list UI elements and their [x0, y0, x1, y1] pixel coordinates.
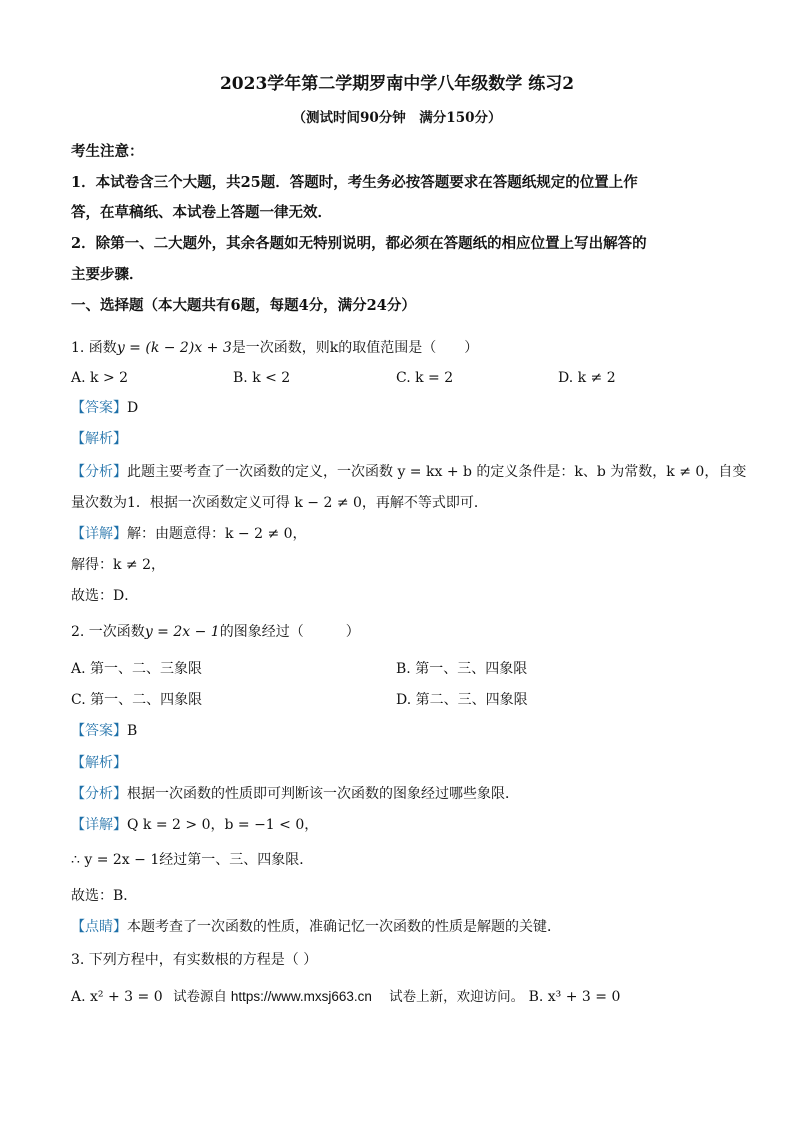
q1-option-b: B. k < 2: [233, 370, 291, 386]
q2-fenxi-tag: 【分析】: [71, 786, 127, 802]
q1-fenxi-tag: 【分析】: [71, 464, 127, 480]
q1-answer-value: D: [127, 400, 139, 416]
q2-stem-prefix: 2. 一次函数: [71, 624, 145, 640]
q3-stem: 3. 下列方程中，有实数根的方程是（ ）: [71, 952, 318, 968]
q2-xiangjie-tag: 【详解】: [71, 817, 127, 833]
q1-analysis-tag: 【解析】: [71, 431, 127, 447]
notice-item1-line1: 1．本试卷含三个大题，共25题．答题时，考生务必按答题要求在答题纸规定的位置上作: [71, 174, 638, 191]
q2-option-b: B. 第一、三、四象限: [396, 661, 528, 677]
q2-stem: [71, 622, 360, 642]
q1-stem-suffix: 是一次函数，则k的取值范围是（ ）: [231, 340, 479, 356]
q1-xiangjie: [71, 524, 307, 544]
q1-option-d: D. k ≠ 2: [558, 370, 616, 386]
q1-fenxi-line2: 量次数为1．根据一次函数定义可得 k − 2 ≠ 0，再解不等式即可．: [71, 495, 488, 511]
q3-options-row: [71, 987, 620, 1007]
notice-item2-line1: 2．除第一、二大题外，其余各题如无特别说明，都必须在答题纸的相应位置上写出解答的: [71, 235, 647, 252]
q1-option-a: A. k > 2: [71, 370, 129, 386]
q2-answer: [71, 721, 137, 741]
q1-solve: 解得：k ≠ 2，: [71, 557, 166, 573]
q2-option-d: D. 第二、三、四象限: [396, 692, 528, 708]
q2-xiangjie: [71, 815, 318, 835]
q2-answer-value: B: [127, 723, 138, 739]
section1-heading: 一、选择题（本大题共有6题，每题4分，满分24分）: [71, 297, 416, 314]
q2-conclude: ∴ y = 2x − 1经过第一、三、四象限．: [71, 852, 314, 868]
q2-choose: 故选：B．: [71, 888, 138, 904]
q3-option-b: B. x³ + 3 = 0: [528, 989, 621, 1005]
q1-stem-prefix: 1. 函数: [71, 340, 117, 356]
q1-answer: [71, 398, 138, 418]
q1-answer-tag: 【答案】: [71, 400, 127, 416]
q2-xiangjie-text: Q k = 2 > 0，b = −1 < 0，: [127, 817, 319, 833]
page-title: 2023学年第二学期罗南中学八年级数学 练习2: [219, 74, 575, 94]
q1-option-c: C. k = 2: [396, 370, 454, 386]
q2-fenxi-text: 根据一次函数的性质即可判断该一次函数的图象经过哪些象限．: [127, 786, 519, 802]
q1-fenxi-text1: 此题主要考查了一次函数的定义，一次函数 y = kx + b 的定义条件是：k、b 为常数，k ≠ 0，自变: [127, 464, 747, 480]
q2-analysis-tag: 【解析】: [71, 755, 127, 771]
q2-answer-tag: 【答案】: [71, 723, 127, 739]
q2-stem-suffix: 的图象经过（ ）: [219, 624, 360, 640]
q1-fenxi-line1: [71, 462, 746, 482]
q2-dianjing: [71, 917, 561, 937]
notice-item2-line2: 主要步骤．: [71, 266, 144, 283]
q3-option-a: A. x² + 3 = 0: [71, 989, 163, 1005]
notice-item1-line2: 答，在草稿纸、本试卷上答题一律无效．: [71, 204, 332, 221]
q2-fenxi: [71, 784, 519, 804]
q2-formula: y = 2x − 1: [144, 624, 220, 640]
q1-formula: y = (k − 2)x + 3: [116, 340, 232, 356]
q2-dianjing-text: 本题考查了一次函数的性质，准确记忆一次函数的性质是解题的关键．: [127, 919, 561, 935]
page-subtitle: （测试时间90分钟 满分150分）: [292, 110, 502, 126]
notice-heading: 考生注意：: [71, 143, 144, 160]
q1-stem: [71, 338, 478, 358]
q1-xiangjie-tag: 【详解】: [71, 526, 127, 542]
q2-option-c: C. 第一、二、四象限: [71, 692, 203, 708]
q1-choose: 故选：D．: [71, 588, 139, 604]
q2-dianjing-tag: 【点睛】: [71, 919, 127, 935]
q2-option-a: A. 第一、二、三象限: [71, 661, 203, 677]
q1-xiangjie-text: 解：由题意得：k − 2 ≠ 0，: [127, 526, 307, 542]
source-watermark: 试卷源自 https://www.mxsj663.cn 试卷上新，欢迎访问。: [173, 989, 525, 1004]
